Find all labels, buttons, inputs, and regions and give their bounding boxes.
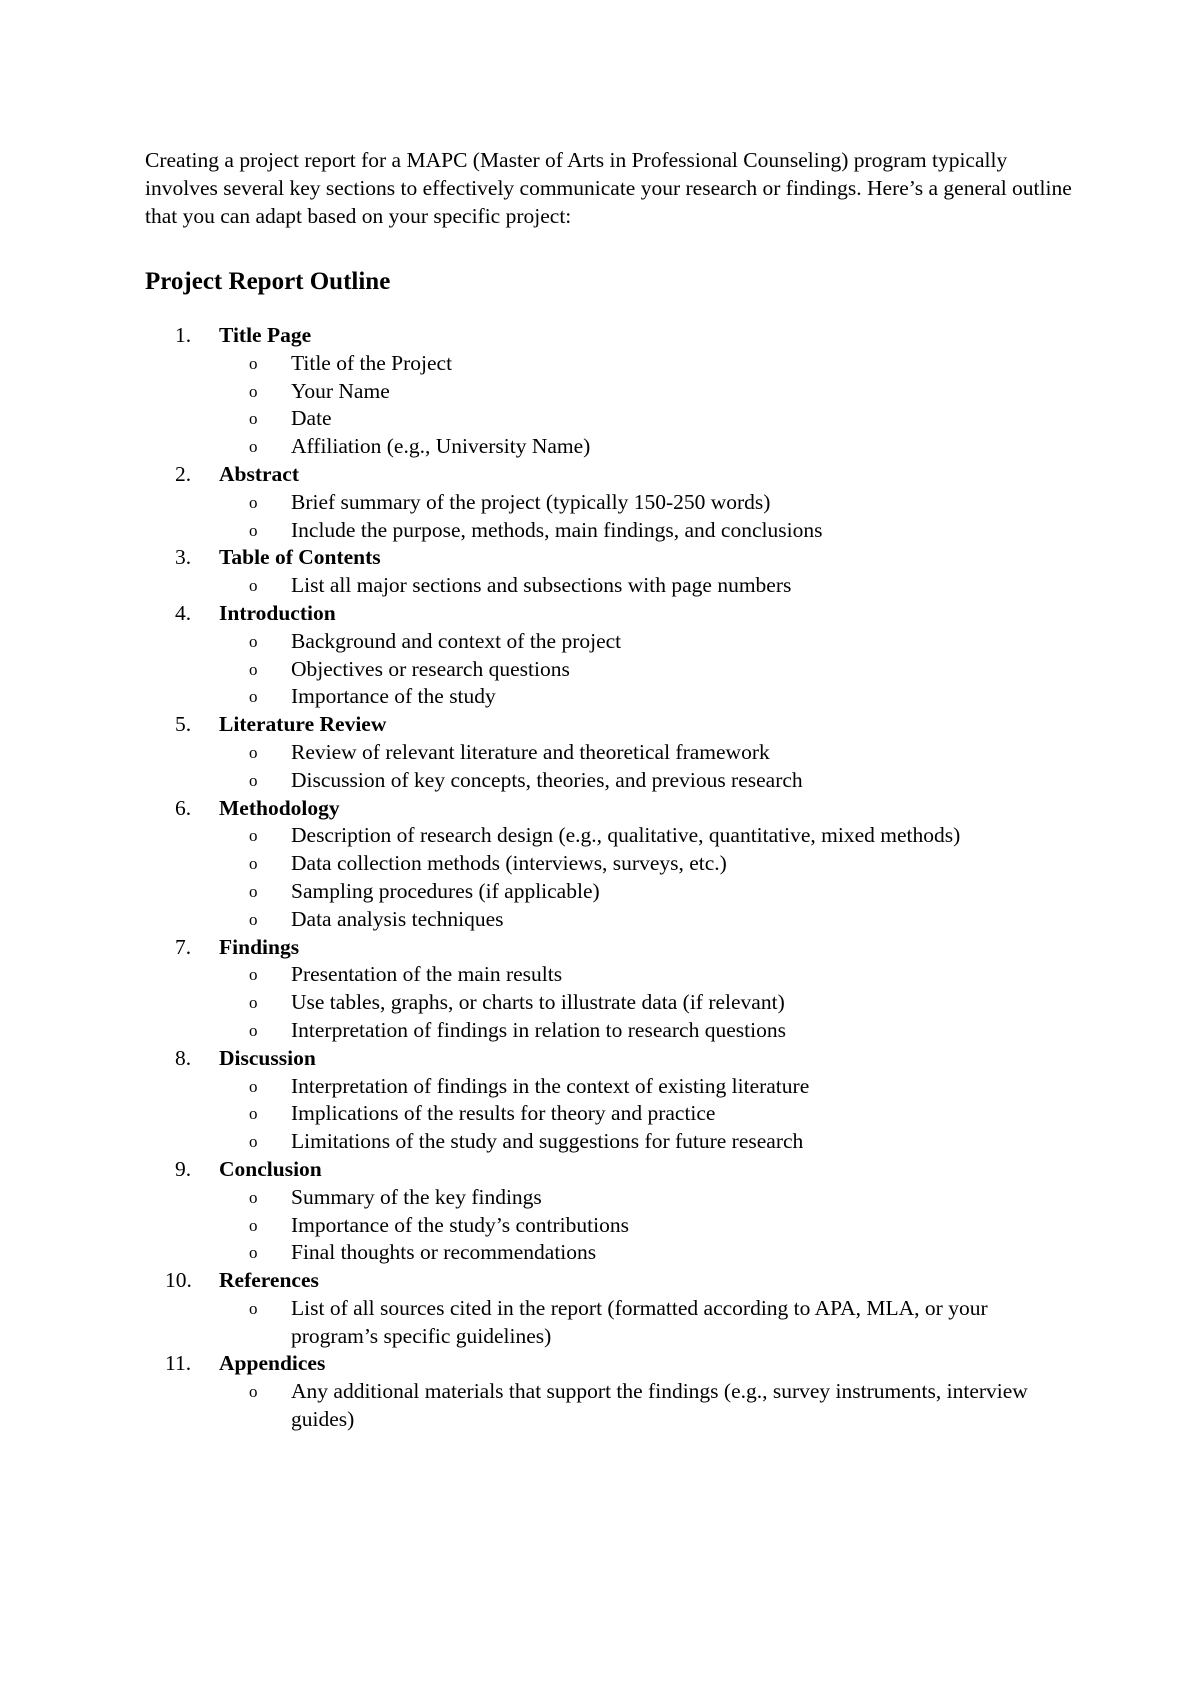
section-items bbox=[219, 1295, 1075, 1351]
outline-section bbox=[145, 1045, 1075, 1156]
list-item bbox=[219, 1212, 1075, 1240]
document-body bbox=[145, 146, 1075, 1434]
bullet-icon: o bbox=[249, 1298, 258, 1318]
list-item-text: Summary of the key findings bbox=[291, 1184, 542, 1209]
section-title: Findings bbox=[219, 934, 300, 959]
bullet-icon: o bbox=[249, 965, 258, 985]
section-items bbox=[219, 350, 1075, 461]
section-title: Abstract bbox=[219, 461, 300, 486]
list-item-text: Interpretation of findings in relation to research questions bbox=[291, 1017, 786, 1042]
list-item bbox=[219, 656, 1075, 684]
list-item-text: Implications of the results for theory and practice bbox=[291, 1101, 716, 1126]
bullet-icon: o bbox=[249, 659, 258, 679]
bullet-icon: o bbox=[249, 1076, 258, 1096]
section-title: Table of Contents bbox=[219, 545, 381, 570]
outline-list bbox=[145, 322, 1075, 1434]
bullet-icon: o bbox=[249, 826, 258, 846]
list-item-text: Discussion of key concepts, theories, and previous research bbox=[291, 767, 803, 792]
list-item-text: Include the purpose, methods, main findings, and conclusions bbox=[291, 517, 823, 542]
list-item bbox=[219, 350, 1075, 378]
list-item bbox=[219, 1239, 1075, 1267]
outline-heading: Project Report Outline bbox=[145, 268, 391, 295]
list-item-text: List all major sections and subsections with page numbers bbox=[291, 573, 792, 598]
bullet-icon: o bbox=[249, 1132, 258, 1152]
list-item bbox=[219, 878, 1075, 906]
list-item bbox=[219, 989, 1075, 1017]
section-number: 3. bbox=[175, 545, 192, 570]
bullet-icon: o bbox=[249, 437, 258, 457]
section-number: 1. bbox=[175, 323, 192, 347]
list-item bbox=[219, 1017, 1075, 1045]
list-item bbox=[219, 517, 1075, 545]
list-item bbox=[219, 433, 1075, 461]
list-item-text: Title of the Project bbox=[291, 350, 453, 375]
list-item bbox=[219, 1128, 1075, 1156]
list-item-text: List of all sources cited in the report (formatted according to APA, MLA, or your program’s specific guidelines) bbox=[291, 1295, 988, 1348]
list-item bbox=[219, 683, 1075, 711]
section-items bbox=[219, 961, 1075, 1044]
list-item bbox=[219, 572, 1075, 600]
bullet-icon: o bbox=[249, 1243, 258, 1263]
outline-section bbox=[145, 711, 1075, 794]
outline-section bbox=[145, 934, 1075, 1045]
list-item bbox=[219, 850, 1075, 878]
bullet-icon: o bbox=[249, 881, 258, 901]
outline-section bbox=[145, 795, 1075, 934]
section-title: Conclusion bbox=[219, 1156, 322, 1181]
list-item bbox=[219, 1073, 1075, 1101]
section-items bbox=[219, 572, 1075, 600]
list-item-text: Data analysis techniques bbox=[291, 906, 504, 931]
bullet-icon: o bbox=[249, 770, 258, 790]
list-item-text: Presentation of the main results bbox=[291, 962, 563, 987]
list-item-text: Importance of the study bbox=[291, 684, 496, 709]
bullet-icon: o bbox=[249, 520, 258, 540]
list-item bbox=[219, 1378, 1075, 1434]
bullet-icon: o bbox=[249, 1382, 258, 1402]
bullet-icon: o bbox=[249, 1187, 258, 1207]
bullet-icon: o bbox=[249, 631, 258, 651]
list-item-text: Use tables, graphs, or charts to illustrate data (if relevant) bbox=[291, 990, 785, 1015]
section-number: 8. bbox=[175, 1045, 192, 1070]
section-number: 4. bbox=[175, 600, 192, 625]
list-item-text: Your Name bbox=[291, 378, 390, 403]
list-item-text: Background and context of the project bbox=[291, 628, 622, 653]
section-title: Appendices bbox=[219, 1351, 326, 1376]
list-item-text: Importance of the study’s contributions bbox=[291, 1212, 629, 1237]
list-item-text: Objectives or research questions bbox=[291, 656, 570, 681]
bullet-icon: o bbox=[249, 909, 258, 929]
list-item bbox=[219, 628, 1075, 656]
section-items bbox=[219, 628, 1075, 711]
section-title: Literature Review bbox=[219, 712, 387, 737]
list-item-text: Final thoughts or recommendations bbox=[291, 1240, 597, 1265]
list-item bbox=[219, 739, 1075, 767]
outline-section bbox=[145, 600, 1075, 711]
bullet-icon: o bbox=[249, 687, 258, 707]
section-items bbox=[219, 1184, 1075, 1267]
list-item bbox=[219, 906, 1075, 934]
bullet-icon: o bbox=[249, 993, 258, 1013]
list-item bbox=[219, 767, 1075, 795]
list-item bbox=[219, 489, 1075, 517]
outline-section bbox=[145, 1350, 1075, 1433]
list-item-text: Limitations of the study and suggestions for future research bbox=[291, 1129, 804, 1154]
list-item-text: Affiliation (e.g., University Name) bbox=[291, 434, 591, 459]
list-item bbox=[219, 405, 1075, 433]
section-number: 5. bbox=[175, 712, 192, 737]
list-item-text: Description of research design (e.g., qualitative, quantitative, mixed methods) bbox=[291, 823, 961, 848]
intro-paragraph: Creating a project report for a MAPC (Master of Arts in Professional Counseling) program typically involves several key sections to effectively communicate your research or findings. Here’s a general outline that you can adapt based on your specific project: bbox=[145, 148, 1072, 228]
bullet-icon: o bbox=[249, 353, 258, 373]
bullet-icon: o bbox=[249, 742, 258, 762]
bullet-icon: o bbox=[249, 409, 258, 429]
list-item-text: Brief summary of the project (typically 150-250 words) bbox=[291, 489, 771, 514]
section-number: 11. bbox=[165, 1351, 192, 1376]
list-item bbox=[219, 822, 1075, 850]
section-title: Discussion bbox=[219, 1045, 316, 1070]
outline-section bbox=[145, 322, 1075, 461]
list-item-text: Interpretation of findings in the context of existing literature bbox=[291, 1073, 810, 1098]
section-title: Title Page bbox=[219, 323, 312, 347]
list-item bbox=[219, 378, 1075, 406]
bullet-icon: o bbox=[249, 1104, 258, 1124]
section-items bbox=[219, 1073, 1075, 1156]
bullet-icon: o bbox=[249, 492, 258, 512]
bullet-icon: o bbox=[249, 1020, 258, 1040]
section-title: Introduction bbox=[219, 600, 336, 625]
section-number: 9. bbox=[175, 1156, 192, 1181]
bullet-icon: o bbox=[249, 576, 258, 596]
bullet-icon: o bbox=[249, 854, 258, 874]
section-number: 2. bbox=[175, 461, 192, 486]
list-item-text: Review of relevant literature and theoretical framework bbox=[291, 739, 770, 764]
section-number: 6. bbox=[175, 795, 192, 820]
list-item-text: Sampling procedures (if applicable) bbox=[291, 878, 600, 903]
section-items bbox=[219, 489, 1075, 545]
list-item-text: Any additional materials that support the findings (e.g., survey instruments, interview guides) bbox=[291, 1379, 1028, 1432]
section-title: Methodology bbox=[219, 795, 340, 820]
list-item-text: Data collection methods (interviews, surveys, etc.) bbox=[291, 851, 727, 876]
outline-section bbox=[145, 461, 1075, 544]
bullet-icon: o bbox=[249, 1215, 258, 1235]
outline-section bbox=[145, 544, 1075, 600]
list-item bbox=[219, 1184, 1075, 1212]
outline-section bbox=[145, 1156, 1075, 1267]
section-items bbox=[219, 1378, 1075, 1434]
section-items bbox=[219, 822, 1075, 933]
section-number: 10. bbox=[165, 1268, 192, 1293]
list-item-text: Date bbox=[291, 406, 332, 431]
section-number: 7. bbox=[175, 934, 192, 959]
list-item bbox=[219, 1295, 1075, 1351]
section-title: References bbox=[219, 1268, 319, 1293]
bullet-icon: o bbox=[249, 381, 258, 401]
section-items bbox=[219, 739, 1075, 795]
list-item bbox=[219, 1100, 1075, 1128]
outline-section bbox=[145, 1267, 1075, 1350]
list-item bbox=[219, 961, 1075, 989]
